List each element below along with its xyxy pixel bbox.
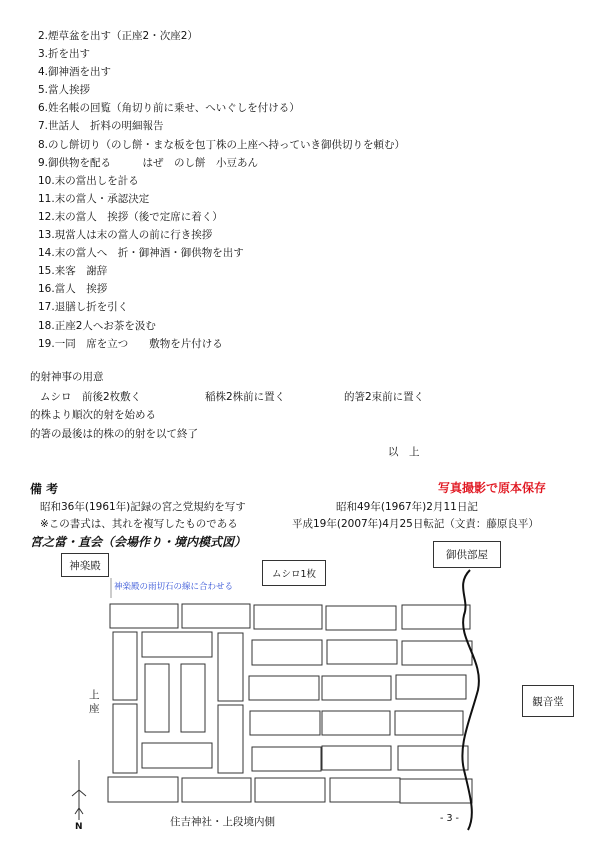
step-item: 4.御神酒を出す — [38, 66, 112, 79]
table-rect — [322, 711, 390, 735]
step-item: 14.末の當人へ 折・御神酒・御供物を出す — [38, 247, 244, 260]
table-rect — [113, 632, 137, 700]
table-rect — [218, 633, 243, 701]
note-date-1: 昭和49年(1967年)2月11日記 — [336, 501, 478, 513]
step-item: 17.退膳し折を引く — [38, 301, 129, 314]
table-rect — [182, 604, 250, 628]
table-rect — [395, 711, 463, 735]
alignment-note: 神楽殿の雨切石の線に合わせる — [114, 582, 234, 592]
table-rect — [396, 675, 466, 699]
step-item: 11.末の當人・承認決定 — [38, 192, 150, 205]
gokubeya-box: 御供部屋 — [433, 541, 501, 568]
step-item: 15.来客 謝辞 — [38, 265, 108, 278]
table-rect — [402, 641, 472, 665]
table-rect — [142, 632, 212, 657]
table-rect — [142, 743, 212, 768]
table-rect — [398, 746, 468, 770]
kannondo-box: 観音堂 — [522, 685, 574, 717]
page-number: - 3 - — [440, 813, 459, 824]
table-rect — [402, 605, 470, 629]
photo-stamp: 写真撮影で原本保存 — [438, 481, 547, 495]
step-item: 2.煙草盆を出す（正座2・次座2） — [38, 30, 198, 42]
table-rect — [327, 640, 397, 664]
table-rect — [326, 606, 396, 630]
step-item: 16.當人 挨拶 — [38, 283, 108, 296]
table-rect — [254, 605, 322, 629]
step-item: 7.世話人 折料の明細報告 — [38, 120, 164, 133]
archery-matobashi: 的箸2束前に置く — [344, 391, 425, 403]
step-item: 13.現當人は末の當人の前に行き挨拶 — [38, 229, 213, 242]
archery-title: 的射神事の用意 — [30, 371, 104, 383]
table-rect — [182, 778, 251, 802]
table-rect — [252, 747, 321, 771]
table-rect — [218, 705, 243, 773]
step-item: 3.折を出す — [38, 48, 91, 61]
end-mark: 以 上 — [388, 446, 420, 458]
table-rect — [252, 640, 322, 665]
step-item: 8.のし餅切り（のし餅・まな板を包丁株の上座へ持っていき御供切りを頼む） — [38, 138, 406, 151]
step-item: 5.當人挨拶 — [38, 84, 91, 97]
table-rect — [113, 704, 137, 773]
table-rect — [249, 676, 319, 700]
table-rect — [145, 664, 169, 732]
kaguraden-box: 神楽殿 — [61, 553, 109, 577]
step-item: 6.姓名帳の回覧（角切り前に乗せ、へいぐしを付ける） — [38, 102, 300, 115]
step-item: 19.一同 席を立つ 敷物を片付ける — [38, 337, 223, 350]
north-label: N — [75, 822, 83, 832]
table-rect — [250, 711, 320, 735]
table-rect — [110, 604, 178, 628]
note-copy: ※この書式は、其れを複写したものである — [40, 518, 238, 530]
archery-mushiro: ムシロ 前後2枚敷く — [40, 391, 142, 403]
notes-heading: 備 考 — [30, 482, 59, 496]
step-item: 10.末の當出しを計る — [38, 174, 139, 187]
table-rect — [400, 779, 472, 803]
step-item: 18.正座2人へお茶を汲む — [38, 319, 156, 332]
table-rect — [181, 664, 205, 732]
table-rect — [322, 746, 391, 770]
archery-end: 的箸の最後は的株の的射を以て終了 — [30, 428, 198, 440]
kamiza-label: 上座 — [89, 689, 100, 715]
shrine-side-label: 住吉神社・上段境内側 — [170, 816, 275, 828]
note-original: 昭和36年(1961年)記録の宮之党規約を写す — [40, 501, 246, 513]
step-item: 12.末の當人 挨拶（後で定席に着く） — [38, 210, 223, 223]
step-item: 9.御供物を配る はぜ のし餅 小豆あん — [38, 156, 259, 169]
table-rect — [108, 777, 178, 802]
note-date-2: 平成19年(2007年)4月25日転記（文責：藤原良平） — [292, 518, 539, 530]
archery-inekabu: 稲株2株前に置く — [205, 391, 286, 403]
table-rect — [255, 778, 325, 802]
archery-start: 的株より順次的射を始める — [30, 409, 156, 421]
table-rect — [322, 676, 391, 700]
table-rect — [330, 778, 400, 802]
mushiro-box: ムシロ1枚 — [262, 560, 326, 586]
map-title: 宮之當・直会（会場作り・境内模式図） — [30, 535, 247, 549]
